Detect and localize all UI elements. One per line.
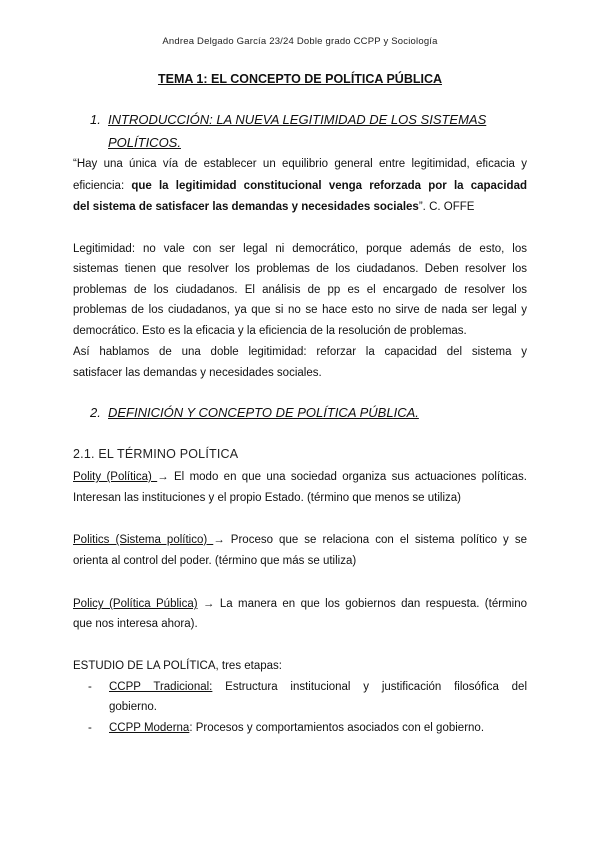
bullet-term: CCPP Moderna	[109, 722, 190, 734]
legitimacy-line: sistemas tienen que resolver los problemas de los ciudadanos. Deben resolver los	[73, 263, 527, 275]
double-legitimacy-line: Así hablamos de una doble legitimidad: reforzar la capacidad del sistema y	[73, 346, 527, 358]
polity-line-2: Interesan las instituciones y el propio Estado. (término que menos se utiliza)	[73, 492, 462, 504]
quote-line-3	[73, 197, 527, 217]
polity-term: Polity (Política)	[73, 471, 158, 483]
section-1-number: 1.	[90, 112, 101, 127]
legitimacy-line: Legitimidad: no vale con ser legal ni democrático, porque además de esto, los	[73, 243, 527, 255]
bullet-term: CCPP Tradicional:	[109, 681, 213, 693]
quote-line-3-bold: del sistema de satisfacer las demandas y necesidades sociales	[73, 201, 419, 213]
section-1-heading-line1: INTRODUCCIÓN: LA NUEVA LEGITIMIDAD DE LOS SISTEMAS	[108, 112, 487, 127]
subsection-2-1-heading: 2.1. EL TÉRMINO POLÍTICA	[73, 447, 239, 461]
section-1-heading-line2: POLÍTICOS.	[108, 135, 181, 150]
politics-line-1	[73, 530, 527, 550]
double-legitimacy-line: satisfacer las demandas y necesidades sociales.	[73, 367, 322, 379]
legitimacy-line: problemas de los ciudadanos, ya que si no se hace esto no sirve de nada ser legal y	[73, 304, 527, 316]
bullet-item-traditional-line-2: gobierno.	[109, 701, 157, 713]
quote-line-2-normal: eficiencia:	[73, 180, 132, 192]
document-title: TEMA 1: EL CONCEPTO DE POLÍTICA PÚBLICA	[157, 72, 443, 86]
policy-line-2: que nos interesa ahora).	[73, 618, 198, 630]
bullet-text: : Procesos y comportamientos asociados con el gobierno.	[189, 722, 485, 734]
study-heading: ESTUDIO DE LA POLÍTICA, tres etapas:	[73, 660, 282, 672]
polity-definition: → El modo en que una sociedad organiza sus actuaciones políticas.	[157, 471, 527, 483]
bullet-item-modern	[109, 718, 527, 738]
bullet-item-traditional	[109, 677, 527, 697]
bullet-marker: -	[88, 722, 92, 734]
bullet-marker: -	[88, 681, 92, 693]
section-2-heading-text: DEFINICIÓN Y CONCEPTO DE POLÍTICA PÚBLICA.	[108, 405, 419, 420]
policy-definition: → La manera en que los gobiernos dan respuesta. (término	[197, 598, 527, 610]
policy-line-1	[73, 594, 527, 614]
legitimacy-line: democrático. Esto es la eficacia y la eficiencia de la resolución de problemas.	[73, 325, 467, 337]
policy-term: Policy (Política Pública)	[73, 598, 198, 610]
legitimacy-line: problemas de los ciudadanos. El análisis de pp es el encargado de resolver los	[73, 284, 527, 296]
quote-line-2-bold: que la legitimidad constitucional venga reforzada por la capacidad	[131, 180, 527, 192]
section-2-heading	[90, 405, 419, 420]
quote-line-1: “Hay una única vía de establecer un equilibrio general entre legitimidad, eficacia y	[73, 158, 527, 170]
quote-line-3-end: ”. C. OFFE	[418, 201, 475, 213]
section-2-number: 2.	[90, 405, 101, 420]
section-1-heading	[90, 112, 486, 127]
polity-line-1	[73, 467, 527, 487]
politics-line-2: orienta al control del poder. (término que más se utiliza)	[73, 555, 357, 567]
bullet-text: Estructura institucional y justificación filosófica del	[212, 681, 528, 693]
politics-term: Politics (Sistema político)	[73, 534, 214, 546]
quote-line-2	[73, 176, 527, 196]
page-header: Andrea Delgado García 23/24 Doble grado CCPP y Sociología	[162, 36, 438, 47]
politics-definition: → Proceso que se relaciona con el sistema político y se	[213, 534, 527, 546]
